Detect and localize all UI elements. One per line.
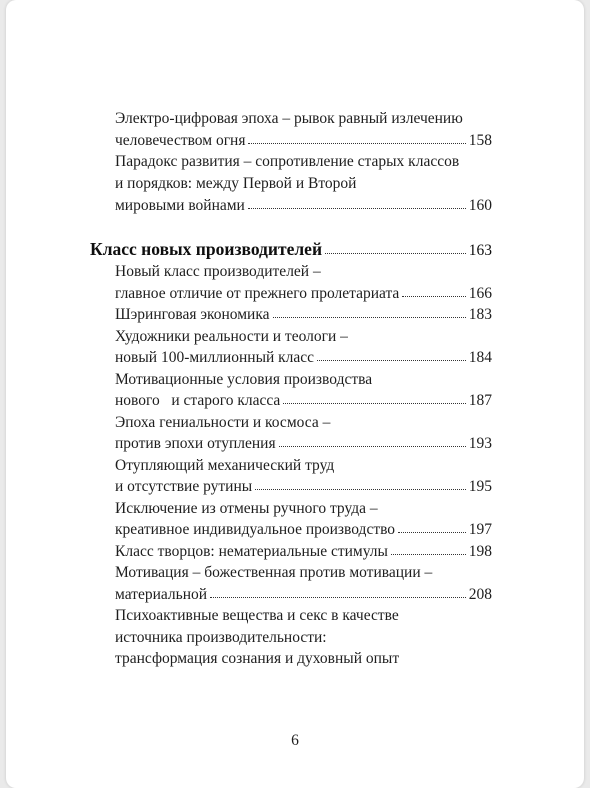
toc-page-number: 158: [468, 132, 492, 149]
dot-leader: [279, 442, 466, 447]
toc-entry-row: и отсутствие рутины 195: [115, 476, 492, 498]
toc-entry-line: Эпоха гениальности и космоса –: [115, 414, 331, 431]
dot-leader: [391, 550, 466, 555]
toc-entry-row: человечеством огня 158: [115, 130, 492, 152]
toc-entry-row: против эпохи отупления 193: [115, 433, 492, 455]
toc-entry-line: и порядков: между Первой и Второй: [115, 175, 357, 192]
dot-leader: [273, 313, 466, 318]
toc-section-heading: Класс новых производителей 163: [90, 238, 492, 260]
toc-entry-row: главное отличие от прежнего пролетариата 166: [115, 283, 492, 305]
toc-entry-line: трансформация сознания и духовный опыт: [115, 650, 400, 667]
toc-entry-row: Класс творцов: нематериальные стимулы 198: [115, 541, 492, 563]
dot-leader: [283, 399, 465, 404]
dot-leader: [325, 249, 466, 254]
dot-leader: [248, 139, 465, 144]
toc-entry-line: Художники реальности и теологи –: [115, 328, 348, 345]
dot-leader: [402, 292, 465, 297]
toc-page-number: 160: [468, 197, 492, 214]
toc-page-number: 198: [468, 543, 492, 560]
dot-leader: [248, 204, 466, 209]
toc-entry-line: Психоактивные вещества и секс в качестве: [115, 607, 399, 624]
dot-leader: [317, 356, 466, 361]
toc-entry-row: новый 100-миллионный класс 184: [115, 347, 492, 369]
dot-leader: [210, 593, 466, 598]
toc-page-number: 184: [468, 349, 492, 366]
toc-entry-line: Электро-цифровая эпоха – рывок равный излечению: [115, 110, 463, 127]
toc-entry-line: Парадокс развития – сопротивление старых классов: [115, 153, 460, 170]
toc-page-number: 195: [468, 478, 492, 495]
toc-entry-line: источника производительности:: [115, 629, 327, 646]
page-number: 6: [291, 732, 299, 749]
toc-entry-line: Новый класс производителей –: [115, 263, 321, 280]
toc-page-number: 166: [468, 285, 492, 302]
toc-entry-row: Шэринговая экономика 183: [115, 304, 492, 326]
toc-page-number: 193: [468, 435, 492, 452]
toc-entry-row: нового и старого класса 187: [115, 390, 492, 412]
toc-entry-line: Исключение из отмены ручного труда –: [115, 500, 378, 517]
dot-leader: [255, 485, 466, 490]
toc-entry-row: материальной 208: [115, 584, 492, 606]
toc-entry-line: Мотивационные условия производства: [115, 371, 373, 388]
dot-leader: [398, 528, 466, 533]
toc-entry-line: Мотивация – божественная против мотивации –: [115, 564, 433, 581]
toc-page-number: 163: [468, 242, 492, 259]
toc-entry-row: креативное индивидуальное производство 197: [115, 519, 492, 541]
toc-page-number: 187: [468, 392, 492, 409]
toc-page-number: 208: [468, 586, 492, 603]
toc-entry-row: мировыми войнами 160: [115, 195, 492, 217]
toc-page-number: 183: [468, 306, 492, 323]
toc-page-number: 197: [468, 521, 492, 538]
toc-entry-line: Отупляющий механический труд: [115, 457, 335, 474]
